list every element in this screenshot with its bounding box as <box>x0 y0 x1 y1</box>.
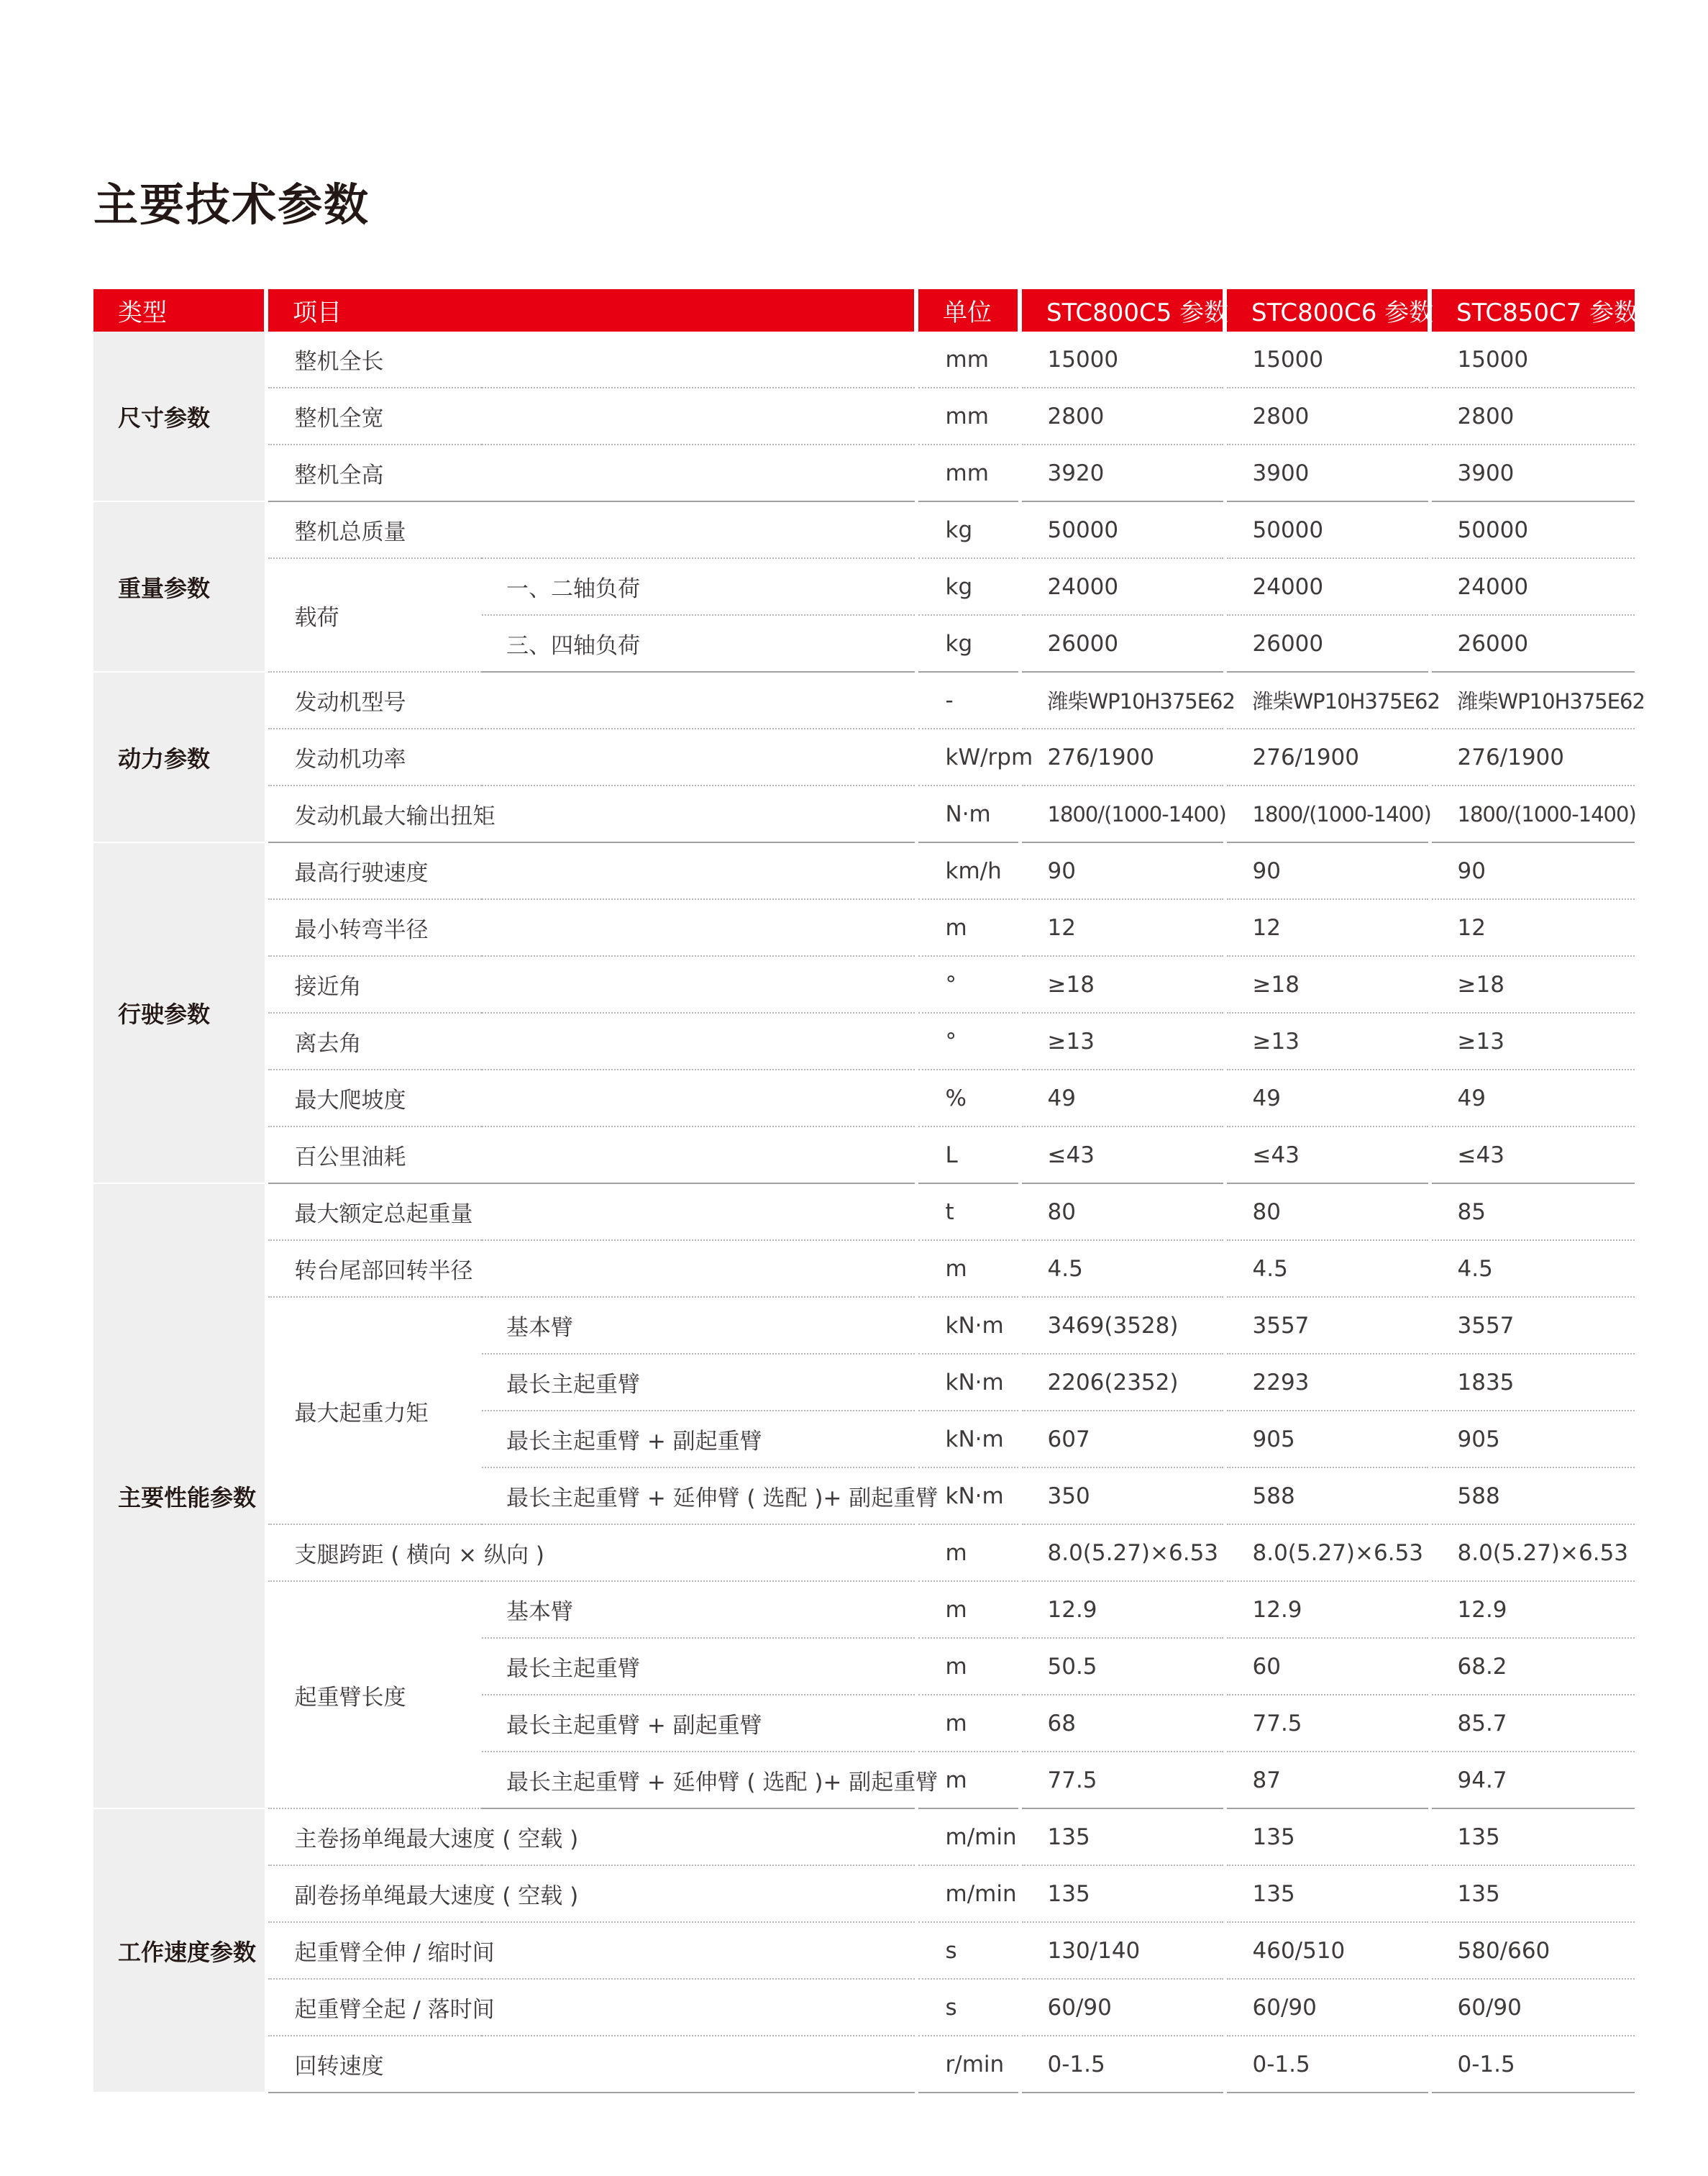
value-cell: 85.7 <box>1430 1695 1635 1752</box>
value-cell: 580/660 <box>1430 1922 1635 1979</box>
value-cell: 2800 <box>1020 388 1225 445</box>
unit-cell: N·m <box>916 786 1020 842</box>
table-row <box>93 956 1635 1013</box>
value-cell: 8.0(5.27)×6.53 <box>1020 1524 1225 1581</box>
value-cell: 350 <box>1020 1467 1225 1524</box>
value-cell: 276/1900 <box>1020 729 1225 786</box>
table-header-row <box>93 289 1635 332</box>
value-cell: 135 <box>1430 1808 1635 1865</box>
value-cell: 潍柴WP10H375E62 <box>1225 672 1430 729</box>
unit-cell: kN·m <box>916 1467 1020 1524</box>
value-cell: 60/90 <box>1020 1979 1225 2036</box>
value-cell: 26000 <box>1430 615 1635 672</box>
unit-cell: kg <box>916 615 1020 672</box>
unit-cell: kW/rpm <box>916 729 1020 786</box>
unit-cell: m <box>916 1240 1020 1297</box>
table-row <box>93 672 1635 729</box>
subitem-cell: 最长主起重臂 + 延伸臂 ( 选配 )+ 副起重臂 <box>482 1467 916 1524</box>
unit-cell: m/min <box>916 1865 1020 1922</box>
value-cell: 4.5 <box>1020 1240 1225 1297</box>
value-cell: 60/90 <box>1430 1979 1635 2036</box>
subitem-cell: 最长主起重臂 + 延伸臂 ( 选配 )+ 副起重臂 <box>482 1752 916 1808</box>
value-cell: 276/1900 <box>1225 729 1430 786</box>
value-cell: ≤43 <box>1430 1126 1635 1183</box>
value-cell: 49 <box>1020 1070 1225 1126</box>
header-category: 类型 <box>93 289 266 332</box>
value-cell: 80 <box>1020 1183 1225 1240</box>
value-cell: 87 <box>1225 1752 1430 1808</box>
value-cell: 50000 <box>1225 501 1430 558</box>
item-cell: 转台尾部回转半径 <box>266 1240 916 1297</box>
value-cell: 3900 <box>1430 445 1635 501</box>
table-row <box>93 1979 1635 2036</box>
unit-cell: m <box>916 1752 1020 1808</box>
value-cell: 8.0(5.27)×6.53 <box>1225 1524 1430 1581</box>
header-model: STC800C6 参数 <box>1225 289 1430 332</box>
unit-cell: r/min <box>916 2036 1020 2093</box>
item-cell: 发动机最大输出扭矩 <box>266 786 916 842</box>
category-cell: 工作速度参数 <box>93 1808 266 2093</box>
unit-cell: L <box>916 1126 1020 1183</box>
item-cell: 整机全宽 <box>266 388 916 445</box>
item-cell: 最大额定总起重量 <box>266 1183 916 1240</box>
value-cell: 4.5 <box>1430 1240 1635 1297</box>
value-cell: 905 <box>1225 1411 1430 1467</box>
value-cell: 12 <box>1225 899 1430 956</box>
subitem-cell: 最长主起重臂 + 副起重臂 <box>482 1411 916 1467</box>
value-cell: 15000 <box>1225 332 1430 388</box>
value-cell: 77.5 <box>1225 1695 1430 1752</box>
header-model: STC800C5 参数 <box>1020 289 1225 332</box>
value-cell: 77.5 <box>1020 1752 1225 1808</box>
value-cell: 潍柴WP10H375E62 <box>1020 672 1225 729</box>
value-cell: 24000 <box>1225 558 1430 615</box>
value-cell: 1835 <box>1430 1354 1635 1411</box>
category-cell: 尺寸参数 <box>93 332 266 501</box>
value-cell: 0-1.5 <box>1020 2036 1225 2093</box>
unit-cell: % <box>916 1070 1020 1126</box>
item-cell: 整机全高 <box>266 445 916 501</box>
table-row <box>93 445 1635 501</box>
header-model: STC850C7 参数 <box>1430 289 1635 332</box>
value-cell: 50.5 <box>1020 1638 1225 1695</box>
unit-cell: kN·m <box>916 1354 1020 1411</box>
value-cell: 1800/(1000-1400) <box>1225 786 1430 842</box>
table-row <box>93 1126 1635 1183</box>
table-row <box>93 729 1635 786</box>
table-row <box>93 1922 1635 1979</box>
unit-cell: km/h <box>916 842 1020 899</box>
unit-cell: m <box>916 899 1020 956</box>
value-cell: 潍柴WP10H375E62 <box>1430 672 1635 729</box>
unit-cell: ° <box>916 1013 1020 1070</box>
value-cell: 24000 <box>1430 558 1635 615</box>
item-cell: 离去角 <box>266 1013 916 1070</box>
unit-cell: m <box>916 1581 1020 1638</box>
item-cell: 最高行驶速度 <box>266 842 916 899</box>
table-row <box>93 558 1635 615</box>
value-cell: 460/510 <box>1225 1922 1430 1979</box>
table-row <box>93 388 1635 445</box>
value-cell: 68 <box>1020 1695 1225 1752</box>
unit-cell: m <box>916 1524 1020 1581</box>
value-cell: 135 <box>1020 1865 1225 1922</box>
value-cell: 8.0(5.27)×6.53 <box>1430 1524 1635 1581</box>
value-cell: 135 <box>1225 1808 1430 1865</box>
item-cell: 最小转弯半径 <box>266 899 916 956</box>
value-cell: 60 <box>1225 1638 1430 1695</box>
table-row <box>93 1070 1635 1126</box>
subitem-cell: 最长主起重臂 <box>482 1638 916 1695</box>
value-cell: 26000 <box>1020 615 1225 672</box>
table-row <box>93 2036 1635 2093</box>
value-cell: ≤43 <box>1020 1126 1225 1183</box>
unit-cell: m <box>916 1695 1020 1752</box>
table-row <box>93 899 1635 956</box>
table-row <box>93 786 1635 842</box>
value-cell: 3900 <box>1225 445 1430 501</box>
value-cell: ≤43 <box>1225 1126 1430 1183</box>
value-cell: 0-1.5 <box>1430 2036 1635 2093</box>
table-row <box>93 1524 1635 1581</box>
value-cell: 12.9 <box>1020 1581 1225 1638</box>
value-cell: 12.9 <box>1430 1581 1635 1638</box>
unit-cell: m <box>916 1638 1020 1695</box>
value-cell: ≥13 <box>1020 1013 1225 1070</box>
table-row <box>93 1297 1635 1354</box>
item-cell: 副卷扬单绳最大速度 ( 空载 ) <box>266 1865 916 1922</box>
subitem-cell: 基本臂 <box>482 1297 916 1354</box>
value-cell: ≥18 <box>1225 956 1430 1013</box>
value-cell: 80 <box>1225 1183 1430 1240</box>
value-cell: ≥13 <box>1225 1013 1430 1070</box>
item-cell: 接近角 <box>266 956 916 1013</box>
value-cell: 26000 <box>1225 615 1430 672</box>
value-cell: 3469(3528) <box>1020 1297 1225 1354</box>
value-cell: ≥18 <box>1430 956 1635 1013</box>
unit-cell: mm <box>916 445 1020 501</box>
value-cell: 90 <box>1225 842 1430 899</box>
unit-cell: t <box>916 1183 1020 1240</box>
value-cell: 50000 <box>1020 501 1225 558</box>
value-cell: ≥18 <box>1020 956 1225 1013</box>
value-cell: 12 <box>1430 899 1635 956</box>
item-cell: 起重臂全伸 / 缩时间 <box>266 1922 916 1979</box>
value-cell: 12.9 <box>1225 1581 1430 1638</box>
value-cell: 49 <box>1225 1070 1430 1126</box>
value-cell: 0-1.5 <box>1225 2036 1430 2093</box>
item-cell: 整机总质量 <box>266 501 916 558</box>
value-cell: 3557 <box>1225 1297 1430 1354</box>
item-cell: 起重臂长度 <box>266 1581 482 1808</box>
table-row <box>93 1013 1635 1070</box>
value-cell: 588 <box>1430 1467 1635 1524</box>
category-cell: 主要性能参数 <box>93 1183 266 1808</box>
value-cell: 15000 <box>1020 332 1225 388</box>
value-cell: 607 <box>1020 1411 1225 1467</box>
unit-cell: kg <box>916 501 1020 558</box>
table-row <box>93 501 1635 558</box>
subitem-cell: 最长主起重臂 + 副起重臂 <box>482 1695 916 1752</box>
item-cell: 主卷扬单绳最大速度 ( 空载 ) <box>266 1808 916 1865</box>
value-cell: 135 <box>1020 1808 1225 1865</box>
value-cell: 60/90 <box>1225 1979 1430 2036</box>
unit-cell: ° <box>916 956 1020 1013</box>
table-row <box>93 332 1635 388</box>
value-cell: 2206(2352) <box>1020 1354 1225 1411</box>
spec-table <box>93 289 1645 2093</box>
value-cell: 12 <box>1020 899 1225 956</box>
unit-cell: - <box>916 672 1020 729</box>
value-cell: 2293 <box>1225 1354 1430 1411</box>
category-cell: 行驶参数 <box>93 842 266 1183</box>
unit-cell: s <box>916 1979 1020 2036</box>
value-cell: 85 <box>1430 1183 1635 1240</box>
value-cell: 1800/(1000-1400) <box>1430 786 1635 842</box>
value-cell: 135 <box>1225 1865 1430 1922</box>
value-cell: 3557 <box>1430 1297 1635 1354</box>
table-row <box>93 1865 1635 1922</box>
subitem-cell: 最长主起重臂 <box>482 1354 916 1411</box>
item-cell: 最大起重力矩 <box>266 1297 482 1524</box>
item-cell: 百公里油耗 <box>266 1126 916 1183</box>
header-item: 项目 <box>266 289 916 332</box>
table-row <box>93 842 1635 899</box>
value-cell: 49 <box>1430 1070 1635 1126</box>
item-cell: 发动机功率 <box>266 729 916 786</box>
table-row <box>93 1808 1635 1865</box>
item-cell: 发动机型号 <box>266 672 916 729</box>
unit-cell: kN·m <box>916 1297 1020 1354</box>
unit-cell: kN·m <box>916 1411 1020 1467</box>
item-cell: 最大爬坡度 <box>266 1070 916 1126</box>
unit-cell: mm <box>916 332 1020 388</box>
value-cell: 24000 <box>1020 558 1225 615</box>
value-cell: 50000 <box>1430 501 1635 558</box>
subitem-cell: 三、四轴负荷 <box>482 615 916 672</box>
item-cell: 支腿跨距 ( 横向 × 纵向 ) <box>266 1524 916 1581</box>
unit-cell: m/min <box>916 1808 1020 1865</box>
item-cell: 载荷 <box>266 558 482 672</box>
table-row <box>93 1240 1635 1297</box>
item-cell: 整机全长 <box>266 332 916 388</box>
value-cell: 68.2 <box>1430 1638 1635 1695</box>
category-cell: 动力参数 <box>93 672 266 842</box>
header-unit: 单位 <box>916 289 1020 332</box>
unit-cell: mm <box>916 388 1020 445</box>
value-cell: 15000 <box>1430 332 1635 388</box>
value-cell: 2800 <box>1225 388 1430 445</box>
table-row <box>93 1183 1635 1240</box>
unit-cell: kg <box>916 558 1020 615</box>
page-title: 主要技术参数 <box>93 178 370 231</box>
value-cell: 135 <box>1430 1865 1635 1922</box>
value-cell: 90 <box>1020 842 1225 899</box>
subitem-cell: 基本臂 <box>482 1581 916 1638</box>
value-cell: 588 <box>1225 1467 1430 1524</box>
value-cell: 90 <box>1430 842 1635 899</box>
category-cell: 重量参数 <box>93 501 266 672</box>
value-cell: 130/140 <box>1020 1922 1225 1979</box>
item-cell: 起重臂全起 / 落时间 <box>266 1979 916 2036</box>
subitem-cell: 一、二轴负荷 <box>482 558 916 615</box>
value-cell: 4.5 <box>1225 1240 1430 1297</box>
value-cell: 276/1900 <box>1430 729 1635 786</box>
value-cell: 1800/(1000-1400) <box>1020 786 1225 842</box>
table-row <box>93 1581 1635 1638</box>
value-cell: 3920 <box>1020 445 1225 501</box>
value-cell: 905 <box>1430 1411 1635 1467</box>
item-cell: 回转速度 <box>266 2036 916 2093</box>
unit-cell: s <box>916 1922 1020 1979</box>
value-cell: ≥13 <box>1430 1013 1635 1070</box>
value-cell: 2800 <box>1430 388 1635 445</box>
value-cell: 94.7 <box>1430 1752 1635 1808</box>
